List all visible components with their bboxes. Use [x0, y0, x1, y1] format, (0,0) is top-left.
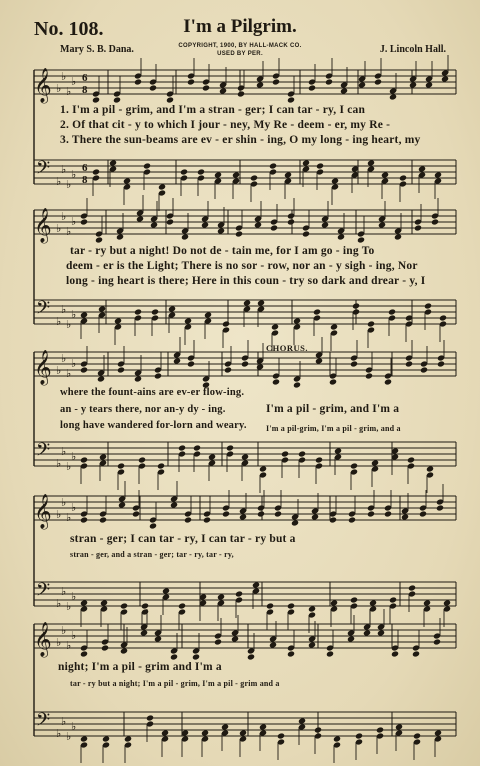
system-1-key-signature: ♭	[71, 75, 77, 88]
system-2-bass-note	[313, 308, 321, 315]
verse-3-line-1: 3. There the sun-beams are ev - er shin - ing, O my long - ing heart, my	[60, 134, 421, 146]
system-2-treble-note	[95, 236, 103, 243]
system-4-bass-note	[423, 599, 431, 606]
system-1-bass-note	[331, 177, 339, 184]
chorus-top-line-1: I'm a pil - grim, and I'm a	[266, 403, 400, 415]
system-1-bass-note	[284, 171, 292, 178]
system-2-treble-note	[394, 233, 402, 240]
system-1-bass-note	[123, 177, 131, 184]
system-3-bass-note	[281, 450, 289, 457]
system-3-treble-note	[329, 378, 337, 385]
system-5-bass-note	[277, 732, 285, 739]
system-3-treble-clef: 𝄞	[34, 350, 52, 385]
system-2-bass-note	[257, 299, 265, 306]
system-1-treble-note	[409, 81, 417, 88]
system-2-treble-note	[235, 230, 243, 237]
system-3-treble-note	[173, 357, 181, 364]
system-4-bass-note	[162, 587, 170, 594]
system-4-treble-note	[367, 510, 375, 517]
system-1-bass-note	[302, 159, 310, 166]
system-2-key-signature-bass: ♭	[66, 318, 72, 331]
system-2-treble-note	[201, 221, 209, 228]
system-5-bass-note	[80, 735, 88, 742]
system-2-treble-note	[321, 221, 329, 228]
system-5-key-signature-bass: ♭	[71, 720, 77, 733]
system-3-treble-note	[405, 360, 413, 367]
system-4-bass-note	[330, 599, 338, 606]
system-4-treble-note	[257, 510, 265, 517]
system-5-treble-note	[247, 653, 255, 660]
system-1-treble-note	[187, 78, 195, 85]
system-2-treble-note	[270, 224, 278, 231]
system-2-treble-note	[414, 224, 422, 231]
system-2-treble-note	[357, 236, 365, 243]
system-4-bass-note	[308, 605, 316, 612]
system-4-bass-note	[287, 602, 295, 609]
system-1-treble-note	[202, 84, 210, 91]
system-5-treble-note	[412, 650, 420, 657]
system-2-bass-note	[293, 317, 301, 324]
system-5-key-signature: ♭	[56, 636, 62, 649]
system-1-treble-note	[256, 81, 264, 88]
system-3-treble-note	[154, 372, 162, 379]
system-5-bass-clef: 𝄢	[36, 710, 51, 735]
system-1-bass-note	[197, 168, 205, 175]
system-2-treble-note	[80, 218, 88, 225]
system-3-bass-note	[208, 453, 216, 460]
system-5-key-signature-bass: ♭	[56, 727, 62, 740]
system-4-bass-note	[80, 599, 88, 606]
verse-2-line-3: an - y tears there, nor an-y dy - ing.	[60, 404, 226, 415]
chorus-top-line-2: stran - ger; I can tar - ry, I can tar - ry but a	[70, 533, 296, 545]
chorus-label: CHORUS.	[266, 343, 308, 353]
system-1-treble-note	[166, 96, 174, 103]
system-4-treble-note	[222, 510, 230, 517]
system-2-treble-note	[254, 221, 262, 228]
system-5-treble-note	[287, 650, 295, 657]
system-1-treble-note	[358, 81, 366, 88]
system-4-key-signature: ♭	[56, 508, 62, 521]
system-2-treble-clef: 𝄞	[34, 208, 52, 243]
system-1-bass-note	[367, 159, 375, 166]
system-3-key-signature-bass: ♭	[56, 457, 62, 470]
verse-2-line-2: deem - er is the Light; There is no sor - row, nor an - y sigh - ing, Nor	[66, 260, 418, 272]
system-1-bass-note	[399, 174, 407, 181]
system-5-treble-note	[391, 650, 399, 657]
system-2-bass-note	[424, 302, 432, 309]
system-3-treble-note	[256, 363, 264, 370]
permission-line: USED BY PER.	[217, 51, 263, 57]
system-4-treble-note	[401, 513, 409, 520]
system-5-bass-note	[146, 714, 154, 721]
system-5-treble-note	[214, 638, 222, 645]
system-1-key-signature-bass: ♭	[66, 178, 72, 191]
system-3-bass-note	[178, 444, 186, 451]
system-1-treble-note	[92, 96, 100, 103]
system-4-treble-note	[170, 501, 178, 508]
system-4-bass-note	[120, 602, 128, 609]
system-3-bass-note	[259, 465, 267, 472]
system-3-bass-note	[117, 462, 125, 469]
system-5-key-signature: ♭	[71, 629, 77, 642]
system-5-treble-note	[120, 647, 128, 654]
system-1-treble-note	[325, 78, 333, 85]
system-4-bass-note	[252, 581, 260, 588]
time-signature: 6	[82, 72, 88, 84]
system-5-treble-note	[308, 641, 316, 648]
system-2-key-signature-bass: ♭	[61, 303, 67, 316]
system-3-bass-note	[241, 453, 249, 460]
system-2-bass-note	[367, 320, 375, 327]
system-1-bass-note	[158, 183, 166, 190]
time-signature-bass: 6	[82, 162, 88, 174]
system-2-bass-note	[330, 323, 338, 330]
system-3-key-signature: ♭	[66, 367, 72, 380]
system-5-bass-note	[124, 735, 132, 742]
system-4-key-signature: ♭	[66, 511, 72, 524]
system-5-bass-note	[201, 729, 209, 736]
system-3-treble-note	[315, 357, 323, 364]
system-5-treble-note	[433, 638, 441, 645]
system-2-bass-note	[184, 317, 192, 324]
system-3-bass-note	[138, 456, 146, 463]
system-4-key-signature: ♭	[61, 496, 67, 509]
system-3-bass-note	[315, 456, 323, 463]
system-4-key-signature: ♭	[71, 501, 77, 514]
system-1-bass-note	[418, 165, 426, 172]
system-1-bass-note	[232, 171, 240, 178]
system-4-key-signature-bass: ♭	[71, 590, 77, 603]
system-4-treble-note	[311, 513, 319, 520]
system-2-treble-note	[181, 233, 189, 240]
system-1-treble-note	[374, 78, 382, 85]
system-4-key-signature-bass: ♭	[61, 585, 67, 598]
system-2-bass-note	[98, 305, 106, 312]
system-1-treble-note	[237, 90, 245, 97]
system-2-treble-note	[431, 218, 439, 225]
system-5-bass-note	[413, 732, 421, 739]
system-4-treble-note	[80, 516, 88, 523]
system-4-treble-clef: 𝄞	[34, 494, 52, 529]
system-3-key-signature-bass: ♭	[66, 460, 72, 473]
system-1-bass-note	[92, 168, 100, 175]
verse-2-line-1: 2. Of that cit - y to which I jour - ney, My Re - deem - er, my Re -	[60, 119, 391, 131]
system-2-bass-note	[439, 314, 447, 321]
system-1-bass-note	[434, 171, 442, 178]
system-1-bass-note	[214, 171, 222, 178]
system-4-bass-note	[100, 599, 108, 606]
system-2-bass-note	[114, 317, 122, 324]
system-5-treble-note	[377, 629, 385, 636]
system-3-treble-note	[134, 375, 142, 382]
system-4-bass-note	[235, 590, 243, 597]
system-3-bass-note	[193, 444, 201, 451]
author-credit: Mary S. B. Dana.	[60, 44, 134, 55]
system-3-bass-note	[334, 447, 342, 454]
system-3-bass-note	[350, 462, 358, 469]
system-5-bass-note	[298, 717, 306, 724]
system-2-treble-note	[136, 215, 144, 222]
system-5-key-signature-bass: ♭	[66, 730, 72, 743]
system-3-treble-note	[97, 375, 105, 382]
system-2-bass-note	[271, 323, 279, 330]
system-1-treble-note	[340, 87, 348, 94]
system-3-treble-note	[437, 360, 445, 367]
verse-1-line-1: 1. I'm a pil - grim, and I'm a stran - ger; I can tar - ry, I can	[60, 104, 366, 116]
verse-3-line-2: long - ing heart is there; Here in this coun - try so dark and drear - y, I	[66, 275, 426, 287]
system-3-treble-note	[187, 360, 195, 367]
system-5-bass-note	[376, 726, 384, 733]
system-1-key-signature: ♭	[61, 70, 67, 83]
system-2-treble-note	[116, 233, 124, 240]
system-3-treble-note	[117, 366, 125, 373]
system-4-bass-clef: 𝄢	[36, 580, 51, 605]
system-1-bass-note	[250, 174, 258, 181]
system-3-treble-note	[224, 366, 232, 373]
system-3-key-signature-bass: ♭	[71, 450, 77, 463]
system-5-bass-note	[395, 723, 403, 730]
system-4-bass-note	[266, 602, 274, 609]
system-2-key-signature: ♭	[61, 210, 67, 223]
system-1-treble-note	[389, 93, 397, 100]
system-3-treble-note	[80, 366, 88, 373]
system-4-treble-note	[274, 510, 282, 517]
system-2-key-signature-bass: ♭	[56, 315, 62, 328]
system-3-treble-note	[241, 360, 249, 367]
system-2-bass-note	[352, 302, 360, 309]
time-signature-bass: 8	[82, 174, 88, 186]
system-4-bass-note	[369, 599, 377, 606]
system-2-bass-note	[80, 311, 88, 318]
system-2-treble-note	[337, 233, 345, 240]
system-3-treble-note	[384, 378, 392, 385]
system-4-bass-note	[350, 596, 358, 603]
verse-1-line-3: where the fount-ains are ev-er flow-ing.	[60, 387, 245, 398]
system-5-bass-note	[333, 735, 341, 742]
system-2-key-signature: ♭	[71, 215, 77, 228]
system-1-key-signature-bass: ♭	[71, 168, 77, 181]
system-1-treble-note	[219, 87, 227, 94]
system-2-treble-note	[166, 218, 174, 225]
system-5-bass-note	[434, 729, 442, 736]
time-signature: 8	[82, 84, 88, 96]
verse-3-line-3: long have wandered for-lorn and weary.	[60, 420, 247, 431]
system-3-treble-note	[420, 366, 428, 373]
system-3-treble-note	[350, 360, 358, 367]
system-5-bass-note	[102, 735, 110, 742]
system-3-key-signature: ♭	[71, 357, 77, 370]
system-2-bass-note	[243, 299, 251, 306]
system-4-treble-note	[203, 516, 211, 523]
system-1-key-signature-bass: ♭	[56, 175, 62, 188]
system-2-bass-note	[388, 308, 396, 315]
system-5-key-signature-bass: ♭	[61, 715, 67, 728]
system-5-key-signature: ♭	[61, 624, 67, 637]
system-1-treble-note	[272, 78, 280, 85]
system-3-bass-note	[99, 453, 107, 460]
system-2-key-signature-bass: ♭	[71, 308, 77, 321]
hymn-number: No. 108.	[34, 18, 104, 40]
system-4-treble-note	[348, 516, 356, 523]
system-2-treble-note	[217, 227, 225, 234]
system-4-treble-note	[384, 510, 392, 517]
system-1-bass-note	[180, 168, 188, 175]
system-3-bass-note	[407, 456, 415, 463]
system-2-treble-note	[150, 221, 158, 228]
chorus-bottom-line-2: stran - ger, and a stran - ger; tar - ry, tar - ry,	[70, 550, 234, 559]
system-3-bass-note	[371, 459, 379, 466]
system-2-key-signature: ♭	[66, 225, 72, 238]
system-4-treble-note	[99, 516, 107, 523]
system-1-bass-note	[143, 162, 151, 169]
chorus-bottom-line-3: tar - ry but a night; I'm a pil - grim, I'm a pil - grim and a	[70, 679, 280, 688]
system-3-bass-note	[80, 456, 88, 463]
system-2-bass-note	[222, 320, 230, 327]
system-2-bass-note	[168, 305, 176, 312]
system-4-key-signature-bass: ♭	[56, 597, 62, 610]
system-1-treble-note	[134, 78, 142, 85]
system-5-bass-note	[239, 729, 247, 736]
system-5-treble-note	[269, 641, 277, 648]
system-3-treble-note	[272, 378, 280, 385]
system-5-treble-clef: 𝄞	[34, 622, 52, 657]
system-5-treble-note	[140, 629, 148, 636]
system-1-treble-note	[425, 81, 433, 88]
system-5-treble-note	[363, 629, 371, 636]
system-4-treble-note	[436, 504, 444, 511]
system-4-treble-note	[118, 501, 126, 508]
system-1-bass-note	[269, 162, 277, 169]
hymn-title: I'm a Pilgrim.	[183, 16, 297, 37]
system-3-bass-clef: 𝄢	[36, 440, 51, 465]
system-5-key-signature: ♭	[66, 639, 72, 652]
system-5-bass-note	[259, 723, 267, 730]
chorus-bottom-line-1: I'm a pil-grim, I'm a pil - grim, and a	[266, 424, 401, 433]
system-4-treble-note	[291, 519, 299, 526]
system-5-treble-note	[154, 635, 162, 642]
system-1-bass-note	[381, 171, 389, 178]
system-5-bass-note	[314, 726, 322, 733]
system-3-key-signature-bass: ♭	[61, 445, 67, 458]
system-5-treble-note	[347, 635, 355, 642]
system-1-key-signature-bass: ♭	[61, 163, 67, 176]
system-4-key-signature-bass: ♭	[66, 600, 72, 613]
system-4-treble-note	[132, 510, 140, 517]
system-4-bass-note	[141, 602, 149, 609]
system-5-treble-note	[326, 650, 334, 657]
system-4-treble-note	[184, 516, 192, 523]
chorus-top-line-3: night; I'm a pil - grim and I'm a	[58, 661, 222, 673]
system-5-treble-note	[101, 644, 109, 651]
verse-1-line-2: tar - ry but a night! Do not de - tain me, for I am go - ing To	[70, 245, 375, 257]
system-4-bass-note	[443, 599, 451, 606]
system-2-key-signature: ♭	[56, 222, 62, 235]
system-5-treble-note	[231, 635, 239, 642]
system-1-treble-note	[287, 96, 295, 103]
composer-credit: J. Lincoln Hall.	[379, 44, 446, 55]
system-3-bass-note	[426, 465, 434, 472]
system-2-treble-note	[302, 230, 310, 237]
system-1-bass-note	[316, 162, 324, 169]
system-5-treble-note	[80, 650, 88, 657]
system-4-treble-note	[239, 513, 247, 520]
system-2-bass-note	[151, 308, 159, 315]
system-5-bass-note	[161, 729, 169, 736]
system-2-bass-clef: 𝄢	[36, 298, 51, 323]
system-4-bass-note	[408, 584, 416, 591]
system-1-treble-note	[441, 75, 449, 82]
system-2-bass-note	[134, 308, 142, 315]
system-4-treble-note	[149, 522, 157, 529]
system-4-bass-note	[217, 593, 225, 600]
system-1-key-signature: ♭	[56, 82, 62, 95]
copyright-line: COPYRIGHT, 1900, BY HALL-MACK CO.	[178, 43, 302, 49]
system-4-bass-note	[389, 596, 397, 603]
system-2-treble-note	[287, 218, 295, 225]
system-4-bass-note	[178, 602, 186, 609]
system-3-key-signature: ♭	[56, 364, 62, 377]
system-1-bass-clef: 𝄢	[36, 158, 51, 183]
system-3-bass-note	[298, 450, 306, 457]
system-5-treble-note	[192, 653, 200, 660]
system-5-bass-note	[355, 732, 363, 739]
system-5-bass-note	[221, 723, 229, 730]
system-1-treble-note	[308, 84, 316, 91]
system-3-treble-note	[365, 372, 373, 379]
system-1-key-signature: ♭	[66, 85, 72, 98]
system-1-treble-note	[113, 96, 121, 103]
system-1-bass-note	[109, 159, 117, 166]
system-4-treble-note	[419, 510, 427, 517]
system-3-bass-note	[226, 444, 234, 451]
system-5-treble-note	[170, 653, 178, 660]
system-3-bass-note	[157, 462, 165, 469]
system-3-key-signature: ♭	[61, 352, 67, 365]
system-1-treble-clef: 𝄞	[34, 68, 52, 103]
system-2-treble-note	[378, 221, 386, 228]
system-1-treble-note	[149, 84, 157, 91]
system-3-treble-note	[293, 381, 301, 388]
system-2-bass-note	[204, 311, 212, 318]
